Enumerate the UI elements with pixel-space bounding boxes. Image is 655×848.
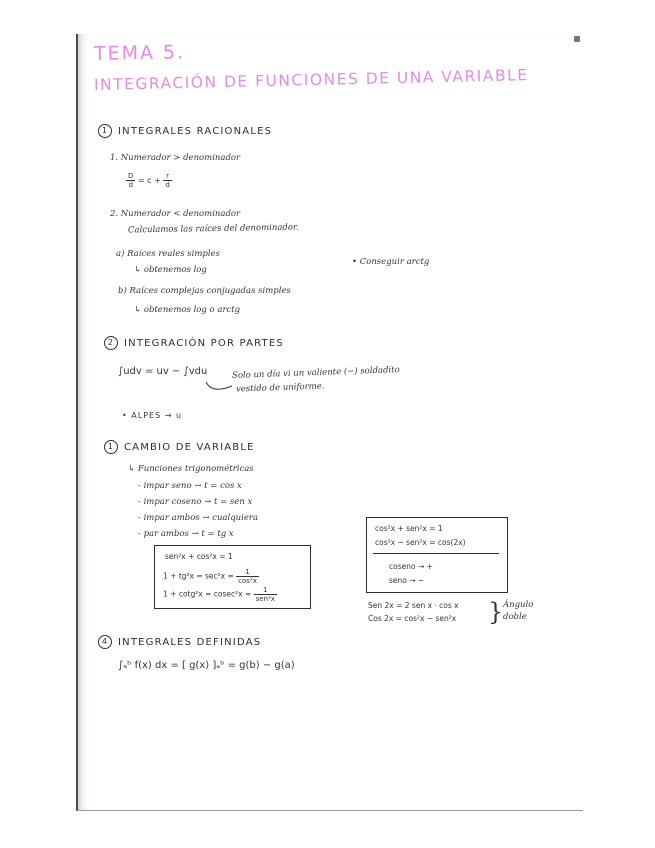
parts-mnemonic-1: Solo un día vi un valiente (−) soldadito [231,365,400,381]
section-1-heading [98,124,272,138]
brace-icon: } [488,598,504,626]
notebook-page [76,34,583,811]
frac-den: sen²x [255,595,275,603]
alpes-rule: • ALPES → u [122,411,183,420]
frac-den: cos²x [238,577,257,585]
section-number-circle: 2 [104,336,118,350]
identity-3-text: 1 + cotg²x = cosec²x = [163,589,252,599]
fraction-1-over-cos2 [236,568,259,585]
identities-box [154,545,311,609]
s1-note: • Conseguir arctg [352,257,430,267]
curved-arrow-icon [204,380,234,394]
frac-num: 1 [254,586,277,595]
box2-line1: cos²x + sen²x = 1 [375,524,443,533]
fraction-D-over-d [126,172,135,189]
double-angle-cos: Cos 2x = cos²x − sen²x [368,614,457,623]
s3-rule1: - impar seno → t = cos x [138,481,242,491]
parts-mnemonic-2: vestido de uniforme. [235,381,325,395]
s1-a-sub: ↳ obtenemos log [134,265,207,275]
section-3-title: CAMBIO DE VARIABLE [124,442,255,453]
s1-b: b) Raíces complejas conjugadas simples [118,286,291,296]
formula-mid: = c + [137,176,161,185]
cos-double-box [366,517,508,593]
double-angle-label-1: Ángulo [503,600,534,610]
identity-1: sen²x + cos²x = 1 [165,552,233,561]
box2-line3: coseno → + [389,562,433,571]
section-3-heading [104,440,255,454]
topic-title: TEMA 5. [93,41,186,65]
box2-line4: seno → − [389,576,425,585]
s3-rule3: - impar ambos → cualquiera [138,513,259,523]
s1-b-sub: ↳ obtenemos log o arctg [134,305,241,315]
fraction-1-over-sen2 [254,586,277,603]
frac-den: d [128,181,133,189]
section-number-circle: 1 [104,440,118,454]
section-number-circle: 1 [98,124,112,138]
identity-2-text: 1 + tg²x = sec²x = [163,571,234,581]
frac-num: r [163,172,171,181]
identity-3 [163,586,277,603]
frac-den: d [165,181,170,189]
parts-formula: ∫udv = uv − ∫vdu [118,366,208,377]
identity-2 [163,568,259,585]
frac-num: 1 [236,568,259,577]
double-angle-label-2: doble [503,612,527,622]
section-4-title: INTEGRALES DEFINIDAS [118,637,262,648]
s3-rule2: - impar coseno → t = sen x [138,497,253,507]
section-number-circle: 4 [98,635,112,649]
section-4-heading [98,635,261,649]
topic-subtitle: INTEGRACIÓN DE FUNCIONES DE UNA VARIABLE [93,66,529,94]
s1-a: a) Raíces reales simples [116,249,220,259]
s1-formula1 [126,172,172,189]
box2-divider [373,553,499,554]
s3-rule4: - par ambos → t = tg x [138,529,234,539]
section-2-heading [104,336,284,350]
box2-line2: cos²x − sen²x = cos(2x) [375,538,466,547]
page-corner-mark [574,36,580,42]
s3-sub: ↳ Funciones trigonométricas [128,464,254,474]
section-1-title: INTEGRALES RACIONALES [118,126,273,137]
definite-integral-formula: ∫ₐᵇ f(x) dx = [ g(x) ]ₐᵇ = g(b) − g(a) [118,660,295,671]
double-angle-sin: Sen 2x = 2 sen x · cos x [368,601,459,610]
s1-item1: 1. Numerador > denominador [110,153,241,163]
section-2-title: INTEGRACIÓN POR PARTES [124,338,284,349]
s1-item2-sub: Calculamos las raíces del denominador. [127,222,299,236]
frac-num: D [128,172,134,180]
s1-item2: 2. Numerador < denominador [110,209,241,219]
fraction-r-over-d [163,172,171,189]
